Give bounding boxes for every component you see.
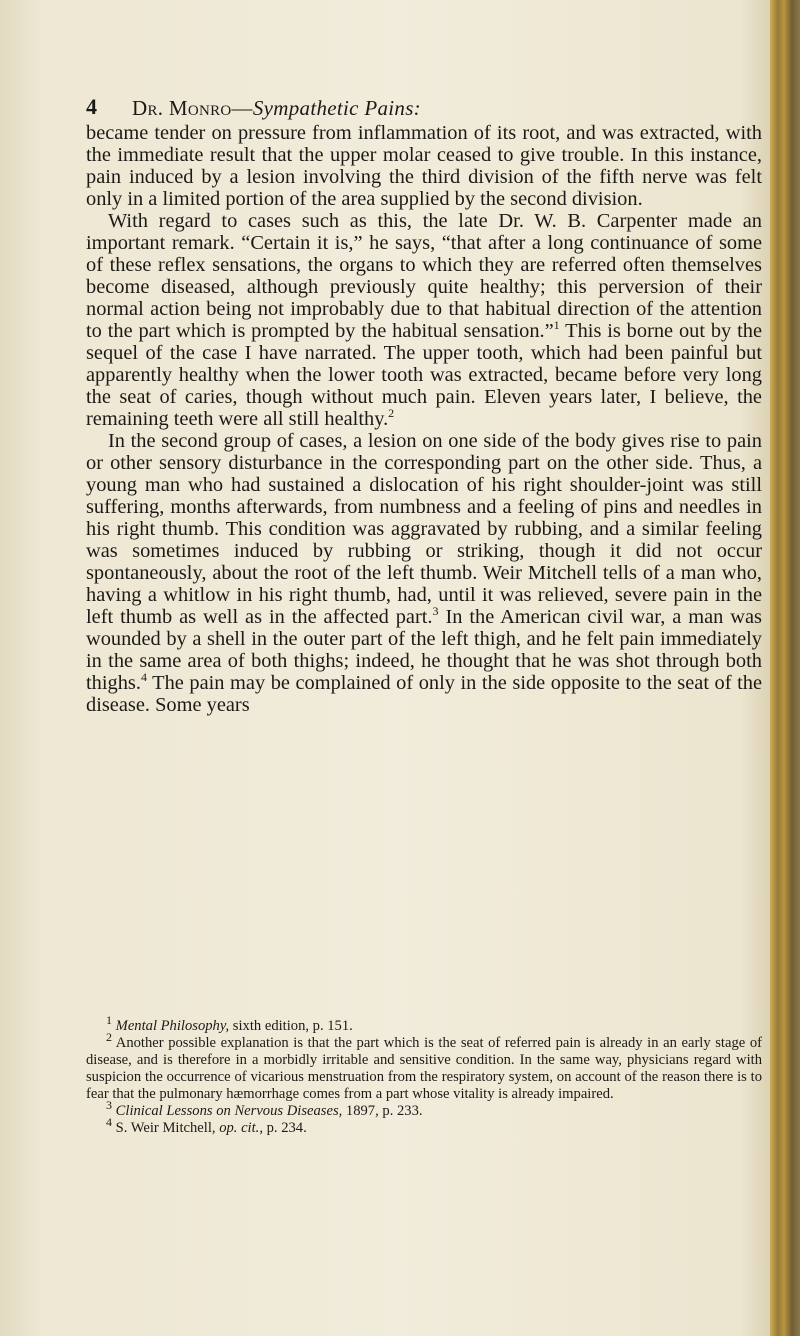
footnote-title: op. cit., — [219, 1120, 263, 1136]
paragraph — [86, 122, 762, 210]
paragraph — [86, 210, 762, 430]
footnote-text: 1897, p. 233. — [342, 1103, 423, 1119]
title-dash: — — [231, 96, 253, 120]
footnote-text: p. 234. — [262, 1120, 307, 1136]
footnote-text: sixth edition, p. 151. — [229, 1018, 353, 1034]
footnote-mark: 3 — [106, 1098, 112, 1113]
footnote-ref[interactable]: 4 — [140, 670, 147, 685]
paragraph-text: became tender on pressure from inflammation of its root, and was extracted, with the immediate result that the upper molar ceased to give trouble. In this instance, pain induced by a lesion involving the third division of the fifth nerve was felt only in a limited portion of the area supplied by the second division. — [86, 122, 762, 210]
footnote — [86, 1013, 762, 1035]
chapter-topic: Sympathetic Pains: — [252, 96, 421, 120]
paragraph-text: This is borne out by the sequel of the case I have narrated. The upper tooth, which had been painful but apparently healthy when the lower tooth was extracted, became before very long the seat of caries, though without much pain. Eleven years later, I believe, the remaining teeth were all still healthy. — [86, 320, 762, 430]
footnote-text: S. Weir Mitchell, — [112, 1120, 220, 1136]
body-text — [86, 122, 762, 716]
footnote-mark: 2 — [106, 1030, 112, 1045]
paragraph-text: In the second group of cases, a lesion on one side of the body gives rise to pain or other sensory disturbance in the corresponding part on the other side. Thus, a young man who had sustained a dislocation of his right shoulder-joint was still suffering, months afterwards, from numbness and a feeling of pins and needles in his right thumb. This condition was aggravated by rubbing, and a similar feeling was sometimes induced by rubbing or striking, though it did not occur spontaneously, about the root of the left thumb. Weir Mitchell tells of a man who, having a whitlow in his right thumb, had, until it was relieved, severe pain in the left thumb as well as in the affected part. — [86, 430, 762, 628]
footnote-ref[interactable]: 3 — [432, 604, 439, 619]
paragraph-text: The pain may be complained of only in the side opposite to the seat of the disease. Some years — [86, 672, 762, 716]
footnotes — [86, 1013, 762, 1137]
running-title — [132, 96, 421, 121]
paragraph — [86, 430, 762, 716]
footnote-title: Clinical Lessons on Nervous Diseases, — [115, 1103, 343, 1119]
page-edge-shadow — [770, 0, 800, 1336]
footnote-text: Another possible explanation is that the part which is the seat of referred pain is already in an early stage of disease, and is therefore in a morbidly irritable and sensitive condition. In the same way, physicians regard with suspicion the occurrence of vicarious menstruation from the respiratory system, on account of the reason there is to fear that the pulmonary hæmorrhage comes from a part whose vitality is already impaired. — [86, 1035, 762, 1102]
footnote — [86, 1098, 762, 1120]
paragraph-text: With regard to cases such as this, the late Dr. W. B. Carpenter made an important remark. “Certain it is,” he says, “that after a long continuance of some of these reflex sensations, the organs to which they are referred often themselves become diseased, although previously quite healthy; this perversion of their normal action being not improbably due to that habitual direction of the attention to the part which is prompted by the habitual sensation.” — [86, 210, 762, 342]
footnote-mark: 4 — [106, 1115, 112, 1130]
paragraph-text: In the American civil war, a man was wounded by a shell in the outer part of the left thigh, and he felt pain immediately in the same area of both thighs; indeed, he thought that he was shot through both thighs. — [86, 606, 762, 694]
footnote — [86, 1030, 762, 1103]
footnote-ref[interactable]: 1 — [553, 318, 560, 333]
footnote-ref[interactable]: 2 — [388, 406, 395, 421]
footnote-title: Mental Philosophy, — [115, 1018, 230, 1034]
footnote-mark: 1 — [106, 1013, 112, 1028]
footnote — [86, 1115, 762, 1137]
page-number: 4 — [86, 94, 98, 119]
author-name: Dr. Monro — [132, 96, 232, 120]
